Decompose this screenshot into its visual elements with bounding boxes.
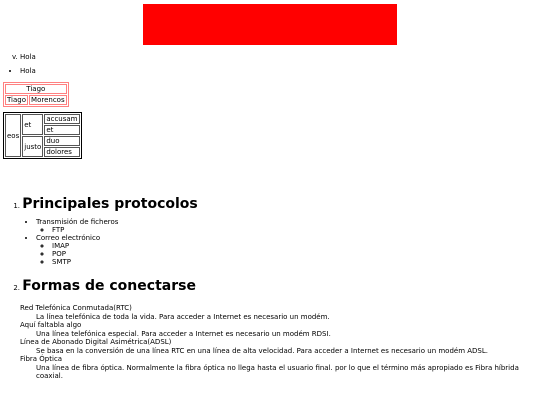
section-title: Principales protocolos	[22, 196, 198, 212]
table-cell: et	[22, 114, 43, 135]
protocol-list	[0, 218, 198, 266]
section-number: 1.	[13, 202, 20, 210]
definition-desc: Se basa en la conversión de una línea RTC en una línea de alta velocidad. Para acceder a Internet es necesario un modém ADSL.	[36, 346, 488, 355]
list-item: ◦ SMTP	[52, 258, 198, 266]
bullet-list	[0, 67, 36, 75]
list-item: ◦ FTP	[52, 226, 198, 234]
list-item	[36, 234, 198, 266]
list-item: ◦ IMAP	[52, 242, 198, 250]
definition-desc: Una línea de fibra óptica. Normalmente la fibra óptica no llega hasta el usuario final. por lo que el término más apropiado es Fibra híbrida coaxial.	[36, 363, 519, 380]
table-cell: Morencos	[31, 96, 65, 104]
list-item-label: Correo electrónico	[36, 234, 101, 242]
table-cell: duo	[44, 136, 79, 146]
definition-term: Línea de Abonado Digital Asimétrica(ADSL)	[20, 338, 172, 346]
section-connect	[0, 278, 196, 294]
list-item: ◦ POP	[52, 250, 198, 258]
section-number: 2.	[13, 284, 20, 292]
table-cell: et	[44, 125, 79, 135]
list-item	[36, 218, 198, 234]
list-item: v. Hola	[20, 53, 36, 61]
red-banner	[143, 4, 397, 45]
sub-list	[36, 242, 198, 266]
definition-desc: La línea telefónica de toda la vida. Para acceder a Internet es necesario un modém.	[36, 312, 330, 321]
name-table	[3, 82, 69, 107]
sub-list	[36, 226, 198, 234]
table-cell: justo	[22, 136, 43, 157]
definition-term: Aquí faltabla algo	[20, 321, 82, 329]
list-item-label: Transmisión de ficheros	[36, 218, 119, 226]
section-protocols	[0, 196, 198, 266]
definition-term: Fibra Óptica	[20, 355, 63, 363]
nested-table	[3, 112, 82, 159]
definition-term: Red Telefónica Conmutada(RTC)	[20, 304, 132, 312]
table-header-cell: Tiago	[5, 84, 67, 94]
definition-desc: Una línea telefónica especial. Para acceder a Internet es necesario un modém RDSI.	[36, 329, 331, 338]
definition-list	[20, 304, 540, 381]
list-item: • Hola	[20, 67, 36, 75]
table-cell: eos	[5, 114, 21, 157]
table-cell: dolores	[44, 147, 79, 157]
table-cell: Tiago	[7, 96, 27, 104]
section-title: Formas de conectarse	[22, 278, 196, 294]
table-cell: accusam	[46, 115, 78, 123]
